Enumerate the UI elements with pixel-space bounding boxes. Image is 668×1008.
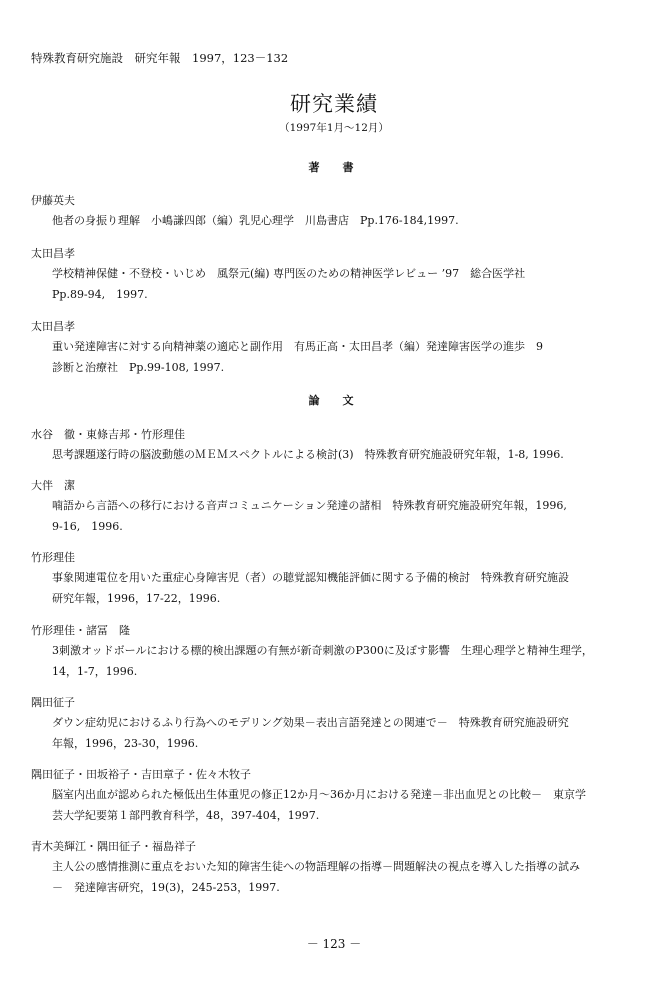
entry-citation-line: ダウン症幼児におけるふり行為へのモデリング効果－表出言語発達との関連で－ 特殊教育研究施設研究 [52, 716, 569, 729]
entry-author: 太田昌孝 [31, 247, 75, 260]
page-title: 研究業績 [290, 92, 378, 116]
entry-author: 竹形理佳・諸冨 隆 [31, 624, 130, 637]
entry-author: 太田昌孝 [31, 320, 75, 333]
entry-citation-line: 脳室内出血が認められた極低出生体重児の修正12か月～36か月における発達－非出血児との比較－ 東京学 [52, 788, 586, 801]
bibliography-entry [31, 766, 643, 826]
entry-author: 伊藤英夫 [31, 194, 75, 207]
entry-citation-line: 年報，1996，23-30，1996. [52, 737, 199, 750]
date-range-subtitle: （1997年1月～12月） [279, 122, 389, 134]
entry-citation-line: － 発達障害研究，19(3)，245-253，1997. [52, 881, 280, 894]
section-heading-books: 著 書 [308, 161, 360, 174]
entry-author: 隅田征子 [31, 696, 75, 709]
bibliography-entry [31, 477, 643, 537]
bibliography-entry [31, 318, 643, 378]
entry-citation-line: 思考課題遂行時の脳波動態のＭＥＭスペクトルによる検討(3) 特殊教育研究施設研究年報，1-8, 1996. [52, 448, 564, 461]
entry-citation-line: 主人公の感情推測に重点をおいた知的障害生徒への物語理解の指導－問題解決の視点を導入した指導の試み [52, 860, 580, 873]
entry-author: 竹形理佳 [31, 551, 75, 564]
entry-citation-line: 事象関連電位を用いた重症心身障害児（者）の聴覚認知機能評価に関する予備的検討 特殊教育研究施設 [52, 571, 569, 584]
entry-citation-line: 3刺激オッドボールにおける標的検出課題の有無が新奇刺激のP300に及ぼす影響 生理心理学と精神生理学， [52, 644, 593, 657]
entry-citation-line: 研究年報，1996，17-22，1996. [52, 592, 221, 605]
bibliography-entry [31, 426, 643, 465]
running-header: 特殊教育研究施設 研究年報 1997，123－132 [31, 51, 289, 65]
section-heading-papers: 論 文 [308, 394, 360, 407]
entry-citation-line: 芸大学紀要第１部門教育科学，48，397-404，1997. [52, 809, 320, 822]
entry-citation-line: 重い発達障害に対する向精神薬の適応と副作用 有馬正高・太田昌孝（編）発達障害医学の進歩 9 [52, 340, 543, 353]
entry-author: 大伴 潔 [31, 479, 75, 492]
bibliography-entry [31, 549, 643, 609]
entry-citation-line: Pp.89-94, 1997. [52, 288, 148, 301]
bibliography-entry [31, 694, 643, 754]
bibliography-entry [31, 622, 643, 682]
entry-citation-line: 他者の身振り理解 小嶋謙四郎（編）乳児心理学 川島書店 Pp.176-184,1997. [52, 214, 459, 227]
bibliography-entry [31, 245, 643, 305]
entry-author: 水谷 徹・東條吉邦・竹形理佳 [31, 428, 185, 441]
entry-author: 隅田征子・田坂裕子・吉田章子・佐々木牧子 [31, 768, 251, 781]
bibliography-entry [31, 838, 643, 898]
bibliography-entry [31, 192, 643, 231]
entry-citation-line: 9-16, 1996. [52, 520, 123, 533]
entry-citation-line: 学校精神保健・不登校・いじめ 風祭元(編) 専門医のための精神医学レビュー ’97 総合医学社 [52, 267, 526, 280]
entry-citation-line: 喃語から言語への移行における音声コミュニケーション発達の諸相 特殊教育研究施設研究年報，1996, [52, 499, 567, 512]
entry-author: 青木美輝江・隅田征子・福島祥子 [31, 840, 196, 853]
page-number: － 123 － [306, 937, 362, 951]
entry-citation-line: 診断と治療社 Pp.99-108, 1997. [52, 361, 225, 374]
entry-citation-line: 14，1-7，1996. [52, 665, 138, 678]
